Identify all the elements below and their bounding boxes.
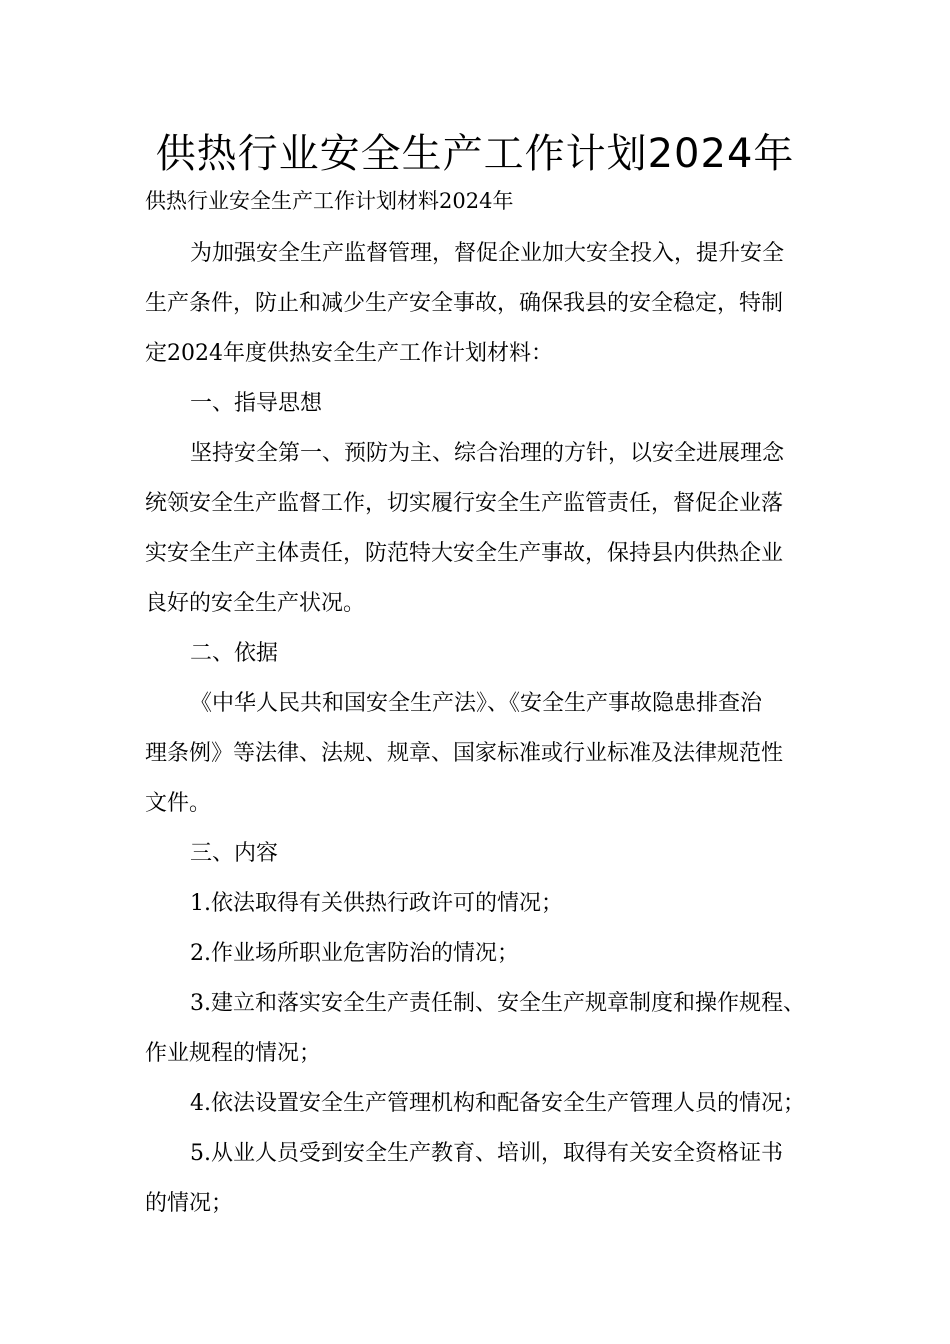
paragraph-line: 《中华人民共和国安全生产法》、《安全生产事故隐患排查治 xyxy=(190,691,763,716)
document-body xyxy=(145,229,825,1229)
section-heading: 二、依据 xyxy=(190,641,279,666)
list-item-continuation: 的情况； xyxy=(145,1191,234,1216)
list-item: 2.作业场所职业危害防治的情况； xyxy=(190,941,519,966)
paragraph-line: 生产条件，防止和减少生产安全事故，确保我县的安全稳定，特制 xyxy=(145,291,784,316)
paragraph-line: 为加强安全生产监督管理，督促企业加大安全投入，提升安全 xyxy=(190,241,785,266)
paragraph-line: 实安全生产主体责任，防范特大安全生产事故，保持县内供热企业 xyxy=(145,541,784,566)
document-title: 供热行业安全生产工作计划2024年 xyxy=(155,131,795,177)
paragraph-line: 统领安全生产监督工作，切实履行安全生产监管责任，督促企业落 xyxy=(145,491,784,516)
section-heading: 三、内容 xyxy=(190,841,279,866)
list-item: 4.依法设置安全生产管理机构和配备安全生产管理人员的情况； xyxy=(190,1091,805,1116)
list-item: 5.从业人员受到安全生产教育、培训，取得有关安全资格证书 xyxy=(190,1141,783,1166)
paragraph-line: 定2024年度供热安全生产工作计划材料： xyxy=(145,341,553,366)
paragraph-line: 坚持安全第一、预防为主、综合治理的方针，以安全进展理念 xyxy=(190,441,785,466)
list-item: 1.依法取得有关供热行政许可的情况； xyxy=(190,891,563,916)
paragraph-line: 理条例》等法律、法规、规章、国家标准或行业标准及法律规范性 xyxy=(145,741,784,766)
list-item-continuation: 作业规程的情况； xyxy=(145,1041,322,1066)
document-subtitle: 供热行业安全生产工作计划材料2024年 xyxy=(145,189,514,213)
list-item: 3.建立和落实安全生产责任制、安全生产规章制度和操作规程、 xyxy=(190,991,805,1016)
section-heading: 一、指导思想 xyxy=(190,391,323,416)
paragraph-line: 文件。 xyxy=(145,791,212,816)
paragraph-line: 良好的安全生产状况。 xyxy=(145,591,366,616)
